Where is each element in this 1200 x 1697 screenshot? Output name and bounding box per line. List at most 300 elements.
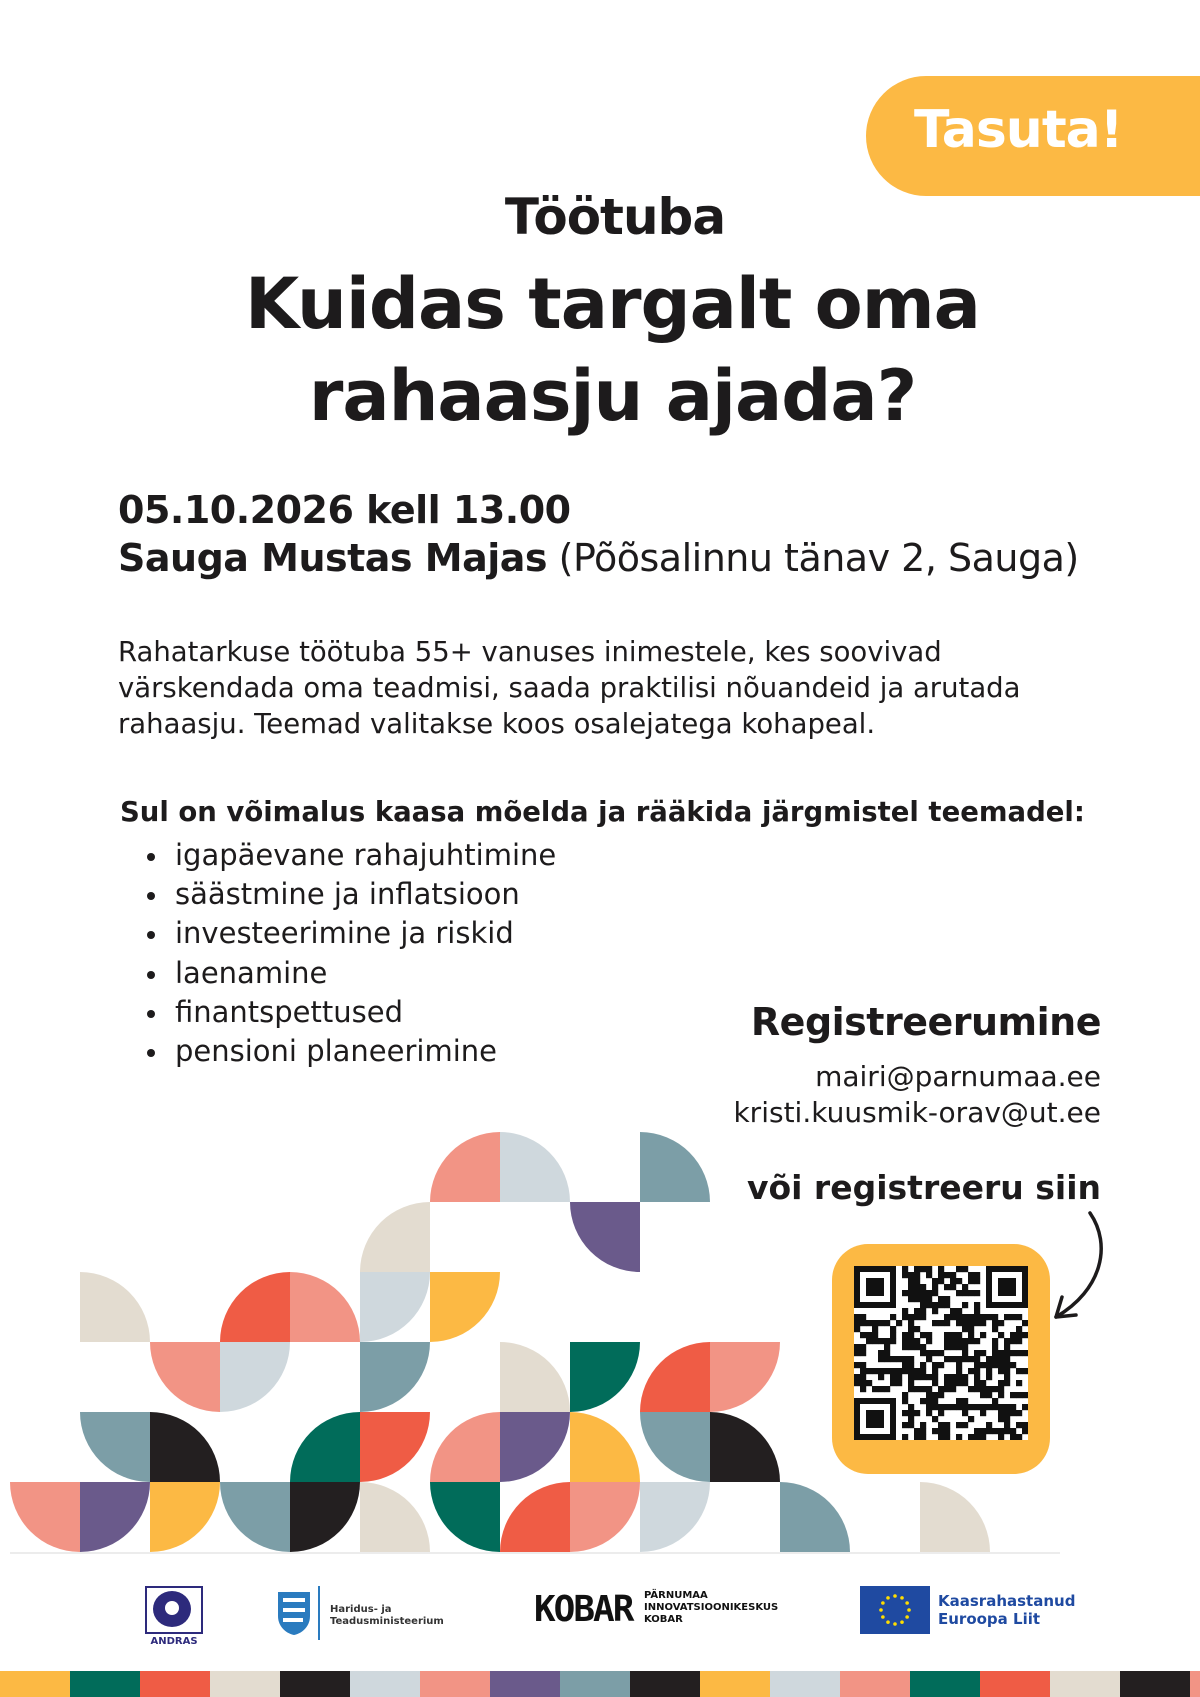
qr-module	[926, 1266, 932, 1272]
qr-module	[926, 1338, 932, 1344]
eu-flag-icon	[860, 1586, 930, 1634]
qr-module	[938, 1350, 944, 1356]
qr-module	[956, 1332, 962, 1338]
qr-module	[1016, 1350, 1022, 1356]
qr-module	[932, 1374, 938, 1380]
qr-module	[920, 1344, 926, 1350]
qr-module	[962, 1404, 968, 1410]
qr-module	[956, 1356, 962, 1362]
qr-module	[890, 1332, 896, 1338]
pattern-shape	[570, 1202, 640, 1272]
qr-module	[1022, 1332, 1028, 1338]
qr-module	[908, 1422, 914, 1428]
qr-module	[920, 1266, 926, 1272]
qr-module	[914, 1386, 920, 1392]
qr-module	[968, 1278, 974, 1284]
qr-module	[992, 1404, 998, 1410]
qr-module	[866, 1320, 872, 1326]
qr-module	[914, 1272, 920, 1278]
topic-item: laenamine	[118, 954, 556, 993]
qr-module	[956, 1362, 962, 1368]
pattern-shape	[150, 1412, 220, 1482]
qr-module	[974, 1338, 980, 1344]
pattern-shape	[360, 1272, 430, 1342]
qr-module	[998, 1362, 1004, 1368]
bottom-strip-block	[70, 1671, 140, 1697]
pattern-shape	[640, 1132, 710, 1202]
qr-module	[896, 1368, 902, 1374]
qr-module	[1004, 1422, 1010, 1428]
qr-module	[1004, 1404, 1010, 1410]
qr-module	[926, 1404, 932, 1410]
qr-module	[908, 1362, 914, 1368]
qr-module	[860, 1344, 866, 1350]
qr-module	[926, 1398, 932, 1404]
qr-module	[872, 1326, 878, 1332]
qr-module	[926, 1410, 932, 1416]
bottom-strip-block	[560, 1671, 630, 1697]
qr-module	[1016, 1314, 1022, 1320]
qr-module	[914, 1428, 920, 1434]
pattern-shape	[360, 1202, 430, 1272]
qr-module	[884, 1386, 890, 1392]
qr-code-frame[interactable]	[832, 1244, 1050, 1474]
qr-module	[920, 1374, 926, 1380]
qr-module	[956, 1434, 962, 1440]
qr-module	[1022, 1368, 1028, 1374]
qr-module	[932, 1416, 938, 1422]
qr-module	[908, 1332, 914, 1338]
qr-module	[1022, 1428, 1028, 1434]
qr-module	[968, 1272, 974, 1278]
qr-module	[1004, 1338, 1010, 1344]
bottom-strip-block	[840, 1671, 910, 1697]
qr-module	[926, 1290, 932, 1296]
qr-module	[866, 1380, 872, 1386]
qr-module	[908, 1410, 914, 1416]
eu-line-1: Kaasrahastanud	[938, 1592, 1076, 1610]
qr-module	[986, 1392, 992, 1398]
pattern-shape	[290, 1482, 360, 1552]
ministry-line-1: Haridus- ja	[330, 1604, 392, 1615]
pattern-shape	[430, 1272, 500, 1342]
qr-module	[974, 1428, 980, 1434]
qr-module	[980, 1410, 986, 1416]
qr-code[interactable]	[854, 1266, 1028, 1440]
qr-module	[950, 1332, 956, 1338]
qr-module	[938, 1410, 944, 1416]
qr-module	[926, 1356, 932, 1362]
qr-module	[914, 1290, 920, 1296]
qr-module	[950, 1374, 956, 1380]
qr-module	[968, 1320, 974, 1326]
eu-star	[905, 1601, 909, 1605]
qr-module	[956, 1380, 962, 1386]
qr-module	[860, 1314, 866, 1320]
qr-module	[908, 1380, 914, 1386]
pattern-shape	[710, 1412, 780, 1482]
qr-module	[986, 1422, 992, 1428]
qr-module	[908, 1314, 914, 1320]
qr-module	[908, 1326, 914, 1332]
qr-module	[998, 1368, 1004, 1374]
pattern-shape	[570, 1482, 640, 1552]
pattern-shape	[360, 1482, 430, 1552]
qr-module	[884, 1344, 890, 1350]
qr-module	[974, 1404, 980, 1410]
pattern-shape	[290, 1272, 360, 1342]
pattern-shape	[500, 1342, 570, 1412]
free-badge	[866, 76, 1200, 196]
ministry-line-2: Teadusministeerium	[330, 1616, 444, 1627]
qr-module	[890, 1380, 896, 1386]
qr-module	[962, 1320, 968, 1326]
qr-module	[998, 1356, 1004, 1362]
bottom-strip-block	[980, 1671, 1050, 1697]
qr-module	[1010, 1434, 1016, 1440]
qr-module	[950, 1338, 956, 1344]
qr-module	[878, 1386, 884, 1392]
arrow-icon	[1040, 1205, 1110, 1325]
qr-module	[974, 1290, 980, 1296]
qr-module	[1016, 1326, 1022, 1332]
qr-module	[914, 1410, 920, 1416]
qr-module	[974, 1380, 980, 1386]
qr-module	[944, 1284, 950, 1290]
qr-module	[1010, 1392, 1016, 1398]
eu-star	[907, 1608, 911, 1612]
qr-module	[956, 1368, 962, 1374]
qr-module	[950, 1404, 956, 1410]
pattern-shape	[430, 1412, 500, 1482]
qr-module	[938, 1434, 944, 1440]
qr-module	[944, 1272, 950, 1278]
qr-module	[938, 1320, 944, 1326]
qr-module	[956, 1404, 962, 1410]
qr-module	[998, 1386, 1004, 1392]
qr-module	[854, 1314, 860, 1320]
eu-star	[886, 1596, 890, 1600]
qr-module	[998, 1350, 1004, 1356]
kobar-wordmark: KOBAR	[534, 1589, 633, 1630]
eu-logo	[860, 1586, 1076, 1638]
qr-module	[926, 1350, 932, 1356]
qr-module	[878, 1374, 884, 1380]
qr-module	[968, 1290, 974, 1296]
qr-module	[1016, 1410, 1022, 1416]
pattern-shape	[570, 1412, 640, 1482]
bottom-strip-block	[910, 1671, 980, 1697]
qr-module	[1004, 1374, 1010, 1380]
qr-module	[932, 1404, 938, 1410]
qr-module	[956, 1314, 962, 1320]
qr-module	[1004, 1410, 1010, 1416]
qr-module	[944, 1404, 950, 1410]
qr-module	[986, 1368, 992, 1374]
bottom-strip-block	[1050, 1671, 1120, 1697]
pattern-shape	[360, 1412, 430, 1482]
qr-module	[920, 1302, 926, 1308]
qr-module	[950, 1344, 956, 1350]
qr-module	[932, 1362, 938, 1368]
qr-module	[890, 1326, 896, 1332]
qr-module	[884, 1320, 890, 1326]
pattern-shape	[500, 1132, 570, 1202]
qr-module	[974, 1272, 980, 1278]
qr-module	[1010, 1314, 1016, 1320]
pattern-shape	[290, 1412, 360, 1482]
qr-module	[1004, 1368, 1010, 1374]
qr-module	[944, 1356, 950, 1362]
qr-module	[872, 1368, 878, 1374]
qr-module	[974, 1308, 980, 1314]
qr-module	[914, 1284, 920, 1290]
pattern-shape	[10, 1482, 80, 1552]
qr-module	[962, 1374, 968, 1380]
qr-module	[950, 1308, 956, 1314]
qr-module	[974, 1314, 980, 1320]
pattern-shape	[570, 1342, 640, 1412]
qr-module	[902, 1272, 908, 1278]
qr-module	[1004, 1314, 1010, 1320]
qr-module	[932, 1290, 938, 1296]
qr-module	[1004, 1416, 1010, 1422]
qr-module	[914, 1326, 920, 1332]
event-description: Rahatarkuse töötuba 55+ vanuses inimestele, kes soovivad värskendada oma teadmisi, saada praktilisi nõuandeid ja arutada rahaasju. Teemad valitakse koos osalejatega kohapeal.	[118, 636, 1021, 740]
qr-module	[908, 1296, 914, 1302]
qr-module	[932, 1398, 938, 1404]
qr-module	[860, 1332, 866, 1338]
qr-module	[1016, 1368, 1022, 1374]
qr-module	[860, 1380, 866, 1386]
pattern-shape	[780, 1482, 850, 1552]
qr-module	[890, 1374, 896, 1380]
qr-module	[908, 1368, 914, 1374]
bottom-strip-block	[420, 1671, 490, 1697]
qr-module	[932, 1350, 938, 1356]
qr-module	[872, 1386, 878, 1392]
qr-module	[968, 1338, 974, 1344]
qr-module	[920, 1422, 926, 1428]
pattern-shape	[80, 1482, 150, 1552]
qr-module	[1004, 1356, 1010, 1362]
qr-module	[932, 1380, 938, 1386]
pattern-shape	[430, 1132, 500, 1202]
qr-module	[986, 1428, 992, 1434]
qr-module	[932, 1392, 938, 1398]
qr-module	[932, 1284, 938, 1290]
registration-email-1[interactable]: mairi@parnumaa.ee	[815, 1060, 1101, 1093]
qr-module	[974, 1362, 980, 1368]
pattern-shape	[500, 1482, 570, 1552]
qr-module	[962, 1314, 968, 1320]
qr-module	[998, 1392, 1004, 1398]
qr-module	[902, 1356, 908, 1362]
qr-module	[992, 1326, 998, 1332]
pattern-shape	[640, 1412, 710, 1482]
qr-module	[902, 1422, 908, 1428]
qr-module	[878, 1338, 884, 1344]
qr-module	[962, 1422, 968, 1428]
qr-module	[956, 1398, 962, 1404]
qr-module	[950, 1284, 956, 1290]
location-address: (Põõsalinnu tänav 2, Sauga)	[558, 536, 1079, 580]
qr-module	[932, 1320, 938, 1326]
qr-module	[980, 1380, 986, 1386]
qr-module	[854, 1350, 860, 1356]
qr-module	[956, 1422, 962, 1428]
qr-module	[926, 1392, 932, 1398]
qr-module	[908, 1284, 914, 1290]
qr-module	[992, 1320, 998, 1326]
qr-module	[968, 1368, 974, 1374]
qr-module	[902, 1344, 908, 1350]
qr-code-icon	[854, 1266, 1028, 1440]
qr-module	[944, 1332, 950, 1338]
qr-module	[962, 1356, 968, 1362]
qr-module	[938, 1302, 944, 1308]
qr-module	[860, 1350, 866, 1356]
qr-module	[1016, 1392, 1022, 1398]
qr-module	[854, 1326, 860, 1332]
qr-module	[992, 1344, 998, 1350]
qr-module	[956, 1344, 962, 1350]
qr-module	[992, 1362, 998, 1368]
qr-module	[962, 1290, 968, 1296]
qr-module	[980, 1362, 986, 1368]
qr-module	[908, 1290, 914, 1296]
qr-module	[920, 1428, 926, 1434]
bottom-strip-block	[770, 1671, 840, 1697]
qr-module	[920, 1314, 926, 1320]
qr-module	[938, 1428, 944, 1434]
qr-module	[884, 1338, 890, 1344]
qr-module	[890, 1314, 896, 1320]
pattern-shape	[710, 1342, 780, 1412]
qr-module	[920, 1434, 926, 1440]
qr-module	[998, 1434, 1004, 1440]
qr-module	[938, 1296, 944, 1302]
qr-module	[1010, 1404, 1016, 1410]
qr-module	[932, 1278, 938, 1284]
qr-module	[980, 1320, 986, 1326]
qr-module	[866, 1338, 872, 1344]
qr-module	[974, 1368, 980, 1374]
registration-email-2[interactable]: kristi.kuusmik-orav@ut.ee	[733, 1096, 1101, 1129]
qr-module	[1010, 1350, 1016, 1356]
qr-module	[914, 1374, 920, 1380]
qr-module	[902, 1290, 908, 1296]
qr-module	[854, 1344, 860, 1350]
qr-module	[950, 1380, 956, 1386]
qr-module	[878, 1350, 884, 1356]
qr-module	[926, 1374, 932, 1380]
qr-module	[1022, 1350, 1028, 1356]
qr-finder	[998, 1278, 1016, 1296]
qr-module	[944, 1344, 950, 1350]
qr-module	[962, 1350, 968, 1356]
qr-module	[938, 1404, 944, 1410]
eu-star	[900, 1620, 904, 1624]
qr-module	[956, 1338, 962, 1344]
qr-module	[974, 1434, 980, 1440]
qr-module	[896, 1380, 902, 1386]
qr-module	[1022, 1404, 1028, 1410]
sponsor-logos	[0, 1560, 1200, 1660]
qr-module	[980, 1350, 986, 1356]
qr-module	[980, 1428, 986, 1434]
qr-module	[962, 1266, 968, 1272]
qr-module	[926, 1296, 932, 1302]
qr-module	[962, 1326, 968, 1332]
qr-module	[962, 1410, 968, 1416]
qr-module	[878, 1356, 884, 1362]
qr-module	[920, 1386, 926, 1392]
qr-module	[854, 1380, 860, 1386]
bottom-strip-block	[630, 1671, 700, 1697]
pattern-shape	[220, 1272, 290, 1342]
qr-module	[938, 1278, 944, 1284]
qr-module	[890, 1356, 896, 1362]
topic-item: finantspettused	[118, 993, 556, 1032]
ministry-logo	[276, 1590, 444, 1640]
qr-module	[914, 1338, 920, 1344]
qr-module	[908, 1374, 914, 1380]
free-badge-label: Tasuta!	[914, 100, 1123, 160]
qr-module	[866, 1332, 872, 1338]
qr-module	[938, 1392, 944, 1398]
bottom-strip-block	[280, 1671, 350, 1697]
page-title	[0, 258, 1200, 442]
qr-module	[932, 1302, 938, 1308]
kobar-line-2: INNOVATSIOONIKESKUS	[644, 1602, 779, 1613]
qr-module	[950, 1314, 956, 1320]
qr-module	[986, 1404, 992, 1410]
pattern-shape	[920, 1482, 990, 1552]
qr-module	[938, 1272, 944, 1278]
qr-module	[962, 1344, 968, 1350]
registration-heading: Registreerumine	[750, 1000, 1101, 1044]
qr-module	[1016, 1380, 1022, 1386]
qr-module	[998, 1380, 1004, 1386]
qr-module	[974, 1350, 980, 1356]
qr-module	[872, 1338, 878, 1344]
pattern-shape	[360, 1342, 430, 1412]
qr-module	[1022, 1422, 1028, 1428]
qr-module	[896, 1374, 902, 1380]
qr-module	[986, 1362, 992, 1368]
qr-module	[872, 1320, 878, 1326]
topic-item: igapäevane rahajuhtimine	[118, 836, 556, 875]
qr-module	[974, 1386, 980, 1392]
qr-module	[980, 1386, 986, 1392]
qr-module	[1016, 1332, 1022, 1338]
qr-module	[890, 1338, 896, 1344]
qr-module	[962, 1338, 968, 1344]
topics-list	[118, 836, 556, 1071]
qr-module	[968, 1386, 974, 1392]
qr-module	[920, 1368, 926, 1374]
qr-module	[926, 1332, 932, 1338]
bottom-strip-block	[700, 1671, 770, 1697]
eu-star	[900, 1596, 904, 1600]
qr-module	[914, 1434, 920, 1440]
qr-module	[860, 1320, 866, 1326]
qr-module	[902, 1362, 908, 1368]
qr-module	[944, 1380, 950, 1386]
qr-module	[992, 1338, 998, 1344]
qr-module	[944, 1338, 950, 1344]
